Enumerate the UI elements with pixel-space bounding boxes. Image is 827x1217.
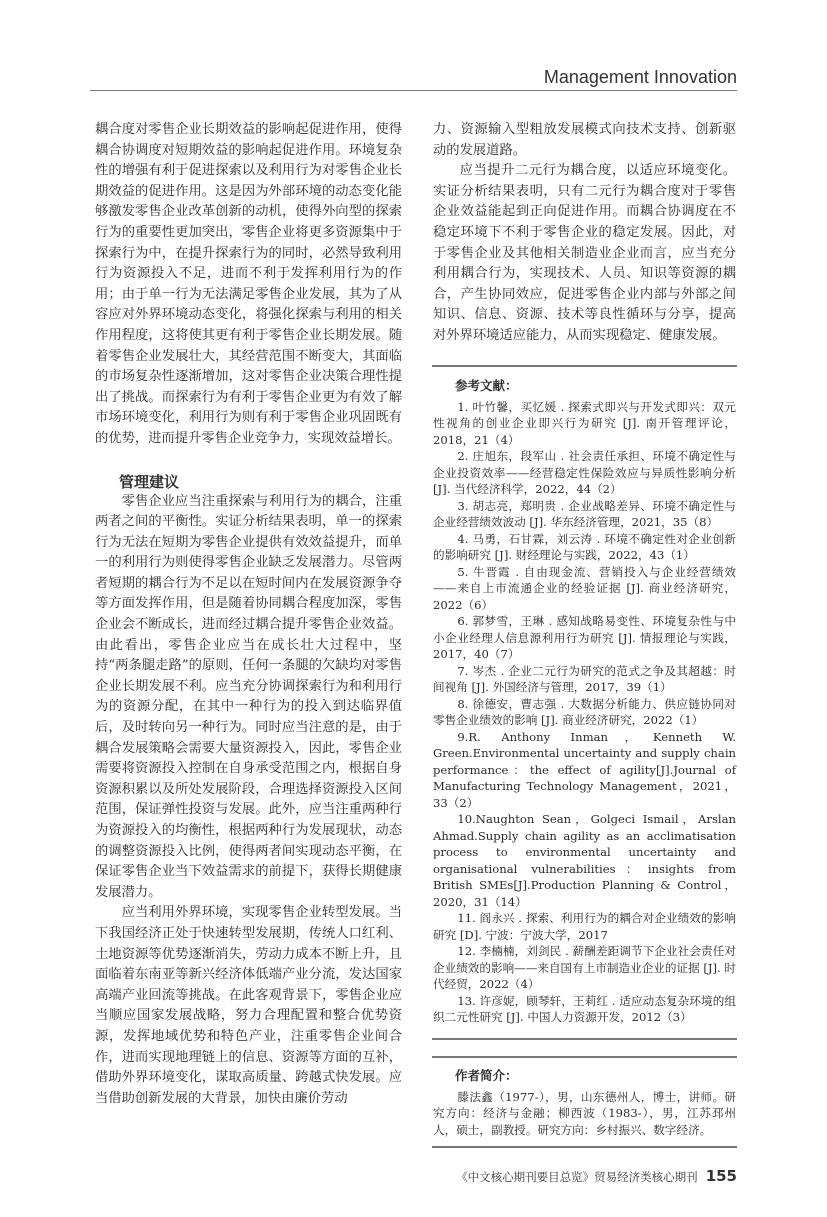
header-rule	[90, 90, 737, 91]
body-paragraph: 应当提升二元行为耦合度，以适应环境变化。实证分析结果表明，只有二元行为耦合度对于零售企业效益能起到正向促进作用。而耦合协调度在不稳定环境下不利于零售企业的稳定发展。因此，对于零售企业及其他相关制造业企业而言，应当充分利用耦合行为，实现技术、人员、知识等资源的耦合，产生协同效应，促进零售企业内部与外部之间知识、信息、资源、技术等良性循环与分享，提高对外界环境适应能力，从而实现稳定、健康发展。	[433, 163, 736, 343]
author-bio-heading: 作者简介：	[455, 1067, 518, 1083]
author-bio-text: 滕法鑫（1977-），男，山东德州人，博士，讲师。研究方向：经济与金融；柳西波（1983-），男，江苏邳州人，硕士，副教授。研究方向：乡村振兴、数字经济。	[433, 1089, 736, 1137]
page-footer	[432, 1166, 737, 1187]
bio-top-rule	[432, 1056, 737, 1058]
left-column	[95, 120, 402, 1109]
body-paragraph: 应当利用外界环境，实现零售企业转型发展。当下我国经济正处于快速转型发展期，传统人口红利、土地资源等优势逐渐消失，劳动力成本不断上升，且面临着东南亚等新兴经济体低端产业分流，发达国家高端产业回流等挑战。在此客观背景下，零售企业应当顺应国家发展战略，努力合理配置和整合优势资源，发挥地域优势和特色产业，注重零售企业间合作，进而实现地理链上的信息、资源等方面的互补，借助外界环境变化，谋取高质量、跨越式快发展。应当借助创新发展的大背景，加快由廉价劳动	[95, 905, 402, 1106]
reference-item: 2. 庄旭东，段军山 . 社会责任承担、环境不确定性与企业投资效率——经营稳定性保险效应与异质性影响分析 [J]. 当代经济科学，2022，44（2）	[433, 449, 736, 497]
right-column	[432, 120, 737, 1217]
reference-item: 4. 马勇，石甘霖，刘云涛 . 环境不确定性对企业创新的影响研究 [J]. 财经理论与实践，2022，43（1）	[433, 531, 736, 563]
reference-item: 10.Naughton Sean，Golgeci Ismail，Arslan Ahmad.Supply chain agility as an acclimatisation process to environmental uncertainty and organisational vulnerabilities：insights from British SMEs[J].Production Planning & Control，2020，31（14）	[433, 812, 736, 909]
reference-item: 3. 胡志亮，郑明贵 . 企业战略差异、环境不确定性与企业经营绩效波动 [J]. 华东经济管理，2021，35（8）	[433, 498, 736, 530]
body-paragraph: 力、资源输入型粗放发展模式向技术支持、创新驱动的发展道路。	[433, 122, 736, 158]
footer-journal-note: 《中文核心期刊要目总览》贸易经济类核心期刊	[456, 1170, 698, 1185]
body-paragraph: 耦合度对零售企业长期效益的影响起促进作用，使得耦合协调度对短期效益的影响起促进作用。环境复杂性的增强有利于促进探索以及利用行为对零售企业长期效益的促进作用。这是因为外部环境的动态变化能够激发零售企业改革创新的动机，使得外向型的探索行为的重要性更加突出，零售企业将更多资源集中于探索行为中，在提升探索行为的同时，必然导致利用行为资源投入不足，进而不利于发挥利用行为的作用；由于单一行为无法满足零售企业发展，其为了从容应对外界环境动态变化，将强化探索与利用的相关作用程度，这将使其更有利于零售企业长期发展。随着零售企业发展壮大，其经营范围不断变大，其面临的市场复杂性逐渐增加，这对零售企业决策合理性提出了挑战。而探索行为有利于零售企业更为有效了解市场环境变化，利用行为则有利于零售企业巩固既有的优势，进而提升零售企业竞争力，实现效益增长。	[95, 122, 402, 446]
body-paragraph: 零售企业应当注重探索与利用行为的耦合，注重两者之间的平衡性。实证分析结果表明，单一的探索行为无法在短期为零售企业提供有效效益提升，而单一的利用行为则使得零售企业缺乏发展潜力。尽管两者短期的耦合行为不足以在短时间内在发展资源争夺等方面发挥作用，但是随着协同耦合程度加深，零售企业会不断成长，进而经过耦合提升零售企业效益。由此看出，零售企业应当在成长壮大过程中，坚持“两条腿走路”的原则，任何一条腿的欠缺均对零售企业长期发展不利。应当充分协调探索行为和利用行为的资源分配，在其中一种行为的投入到达临界值后，及时转向另一种行为。同时应当注意的是，由于耦合发展策略会需要大量资源投入，因此，零售企业需要将资源投入控制在自身承受范围之内，根据自身资源积累以及所处发展阶段，合理选择资源投入区间范围，保证弹性投资与发展。此外，应当注重两种行为资源投入的均衡性，根据两种行为发展现状，动态的调整资源投入比例，使得两者间实现动态平衡，在保证零售企业当下效益需求的前提下，获得长期健康发展潜力。	[95, 493, 402, 900]
references-top-rule	[432, 365, 737, 367]
references-heading: 参考文献：	[455, 377, 518, 393]
reference-item: 8. 徐德安，曹志强 . 大数据分析能力、供应链协同对零售企业绩效的影响 [J]. 商业经济研究，2022（1）	[433, 696, 736, 728]
reference-item: 11. 阎永兴 . 探索、利用行为的耦合对企业绩效的影响研究 [D]. 宁波：宁波大学，2017	[433, 911, 736, 942]
author-bio-section	[432, 1067, 737, 1139]
section-heading: 管理建议	[119, 472, 180, 491]
page-number: 155	[705, 1167, 737, 1186]
reference-item: 5. 牛晋霞 . 自由现金流、营销投入与企业经营绩效——来自上市流通企业的经验证据 [J]. 商业经济研究，2022（6）	[433, 564, 736, 612]
running-header-title: Management Innovation	[543, 67, 737, 87]
bio-bottom-rule	[432, 1146, 737, 1148]
right-body	[432, 120, 737, 347]
reference-item: 13. 许彦妮，顾琴轩，王莉红 . 适应动态复杂环境的组织二元性研究 [J]. 中国人力资源开发，2012（3）	[433, 993, 736, 1025]
reference-item: 1. 叶竹馨，买忆媛 . 探索式即兴与开发式即兴：双元性视角的创业企业即兴行为研究 [J]. 南开管理评论，2018，21（4）	[433, 399, 736, 447]
reference-item: 12. 李楠楠，刘剑民 . 薪酬差距调节下企业社会责任对企业绩效的影响——来自国有上市制造业企业的证据 [J]. 时代经贸，2022（4）	[433, 944, 737, 992]
reference-item: 9.R. Anthony Inman，Kenneth W. Green.Environmental uncertainty and supply chain performance：the effect of agility[J].Journal of Manufacturing Technology Management，2021，33（2）	[433, 729, 736, 810]
reference-item: 6. 郭梦雪，王琳 . 感知战略易变性、环境复杂性与中小企业经理人信息源利用行为研究 [J]. 情报理论与实践，2017，40（7）	[433, 614, 736, 662]
references-bottom-rule	[432, 1038, 737, 1040]
reference-item: 7. 岑杰 . 企业二元行为研究的范式之争及其超越：时间视角 [J]. 外国经济与管理，2017，39（1）	[433, 663, 736, 695]
references-section	[432, 377, 737, 1026]
